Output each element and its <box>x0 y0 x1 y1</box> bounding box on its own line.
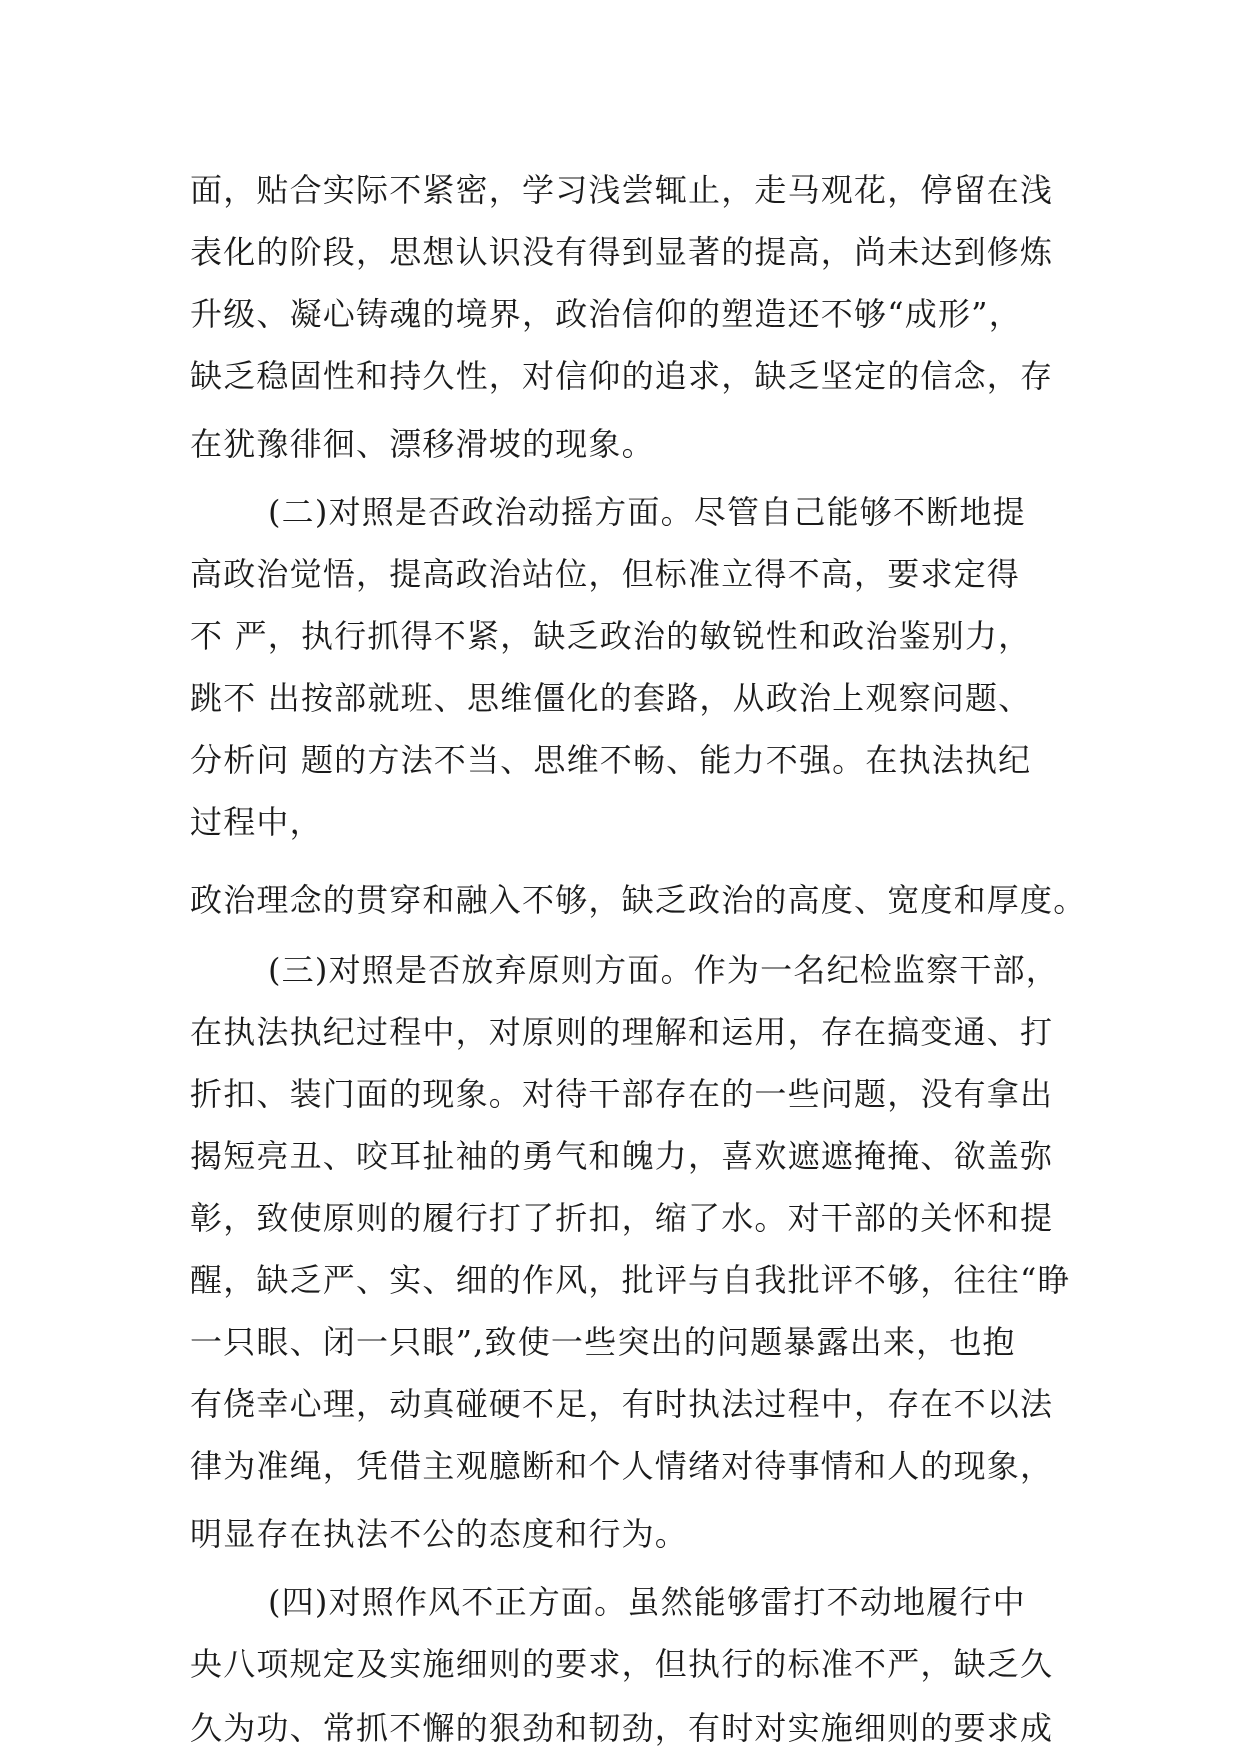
text-line: 面，贴合实际不紧密，学习浅尝辄止，走马观花，停留在浅 <box>190 171 1054 209</box>
text-line: 过程中， <box>190 803 323 841</box>
text-line: 高政治觉悟，提高政治站位，但标准立得不高，要求定得 <box>190 555 1021 593</box>
section-heading-3: (三)对照是否放弃原则方面。作为一名纪检监察干部， <box>268 951 1059 989</box>
text-line: 在执法执纪过程中，对原则的理解和运用，存在搞变通、打 <box>190 1013 1054 1051</box>
text-line: 一只眼、闭一只眼”,致使一些突出的问题暴露出来，也抱 <box>190 1323 1016 1361</box>
text-line: 缺乏稳固性和持久性，对信仰的追求，缺乏坚定的信念，存 <box>190 357 1054 395</box>
text-line: 表化的阶段，思想认识没有得到显著的提高，尚未达到修炼 <box>190 233 1054 271</box>
text-line: 跳不 出按部就班、思维僵化的套路，从政治上观察问题、 <box>190 679 1032 717</box>
text-line: 央八项规定及实施细则的要求，但执行的标准不严，缺乏久 <box>190 1645 1054 1683</box>
text-line: 不 严，执行抓得不紧，缺乏政治的敏锐性和政治鉴别力， <box>190 617 1032 655</box>
section-heading-4: (四)对照作风不正方面。虽然能够雷打不动地履行中 <box>268 1583 1026 1621</box>
text-line: 政治理念的贯穿和融入不够，缺乏政治的高度、宽度和厚度。 <box>190 881 1087 919</box>
text-line: 明显存在执法不公的态度和行为。 <box>190 1515 689 1553</box>
text-line: 在犹豫徘徊、漂移滑坡的现象。 <box>190 425 655 463</box>
text-line: 升级、凝心铸魂的境界，政治信仰的塑造还不够“成形”， <box>190 295 1022 333</box>
text-line: 醒，缺乏严、实、细的作风，批评与自我批评不够，往往“睁 <box>190 1261 1071 1299</box>
text-line: 分析问 题的方法不当、思维不畅、能力不强。在执法执纪 <box>190 741 1032 779</box>
text-line: 彰，致使原则的履行打了折扣，缩了水。对干部的关怀和提 <box>190 1199 1054 1237</box>
text-line: 久为功、常抓不懈的狠劲和韧劲，有时对实施细则的要求成 <box>190 1709 1054 1747</box>
text-line: 律为准绳，凭借主观臆断和个人情绪对待事情和人的现象， <box>190 1447 1054 1485</box>
text-line: 揭短亮丑、咬耳扯袖的勇气和魄力，喜欢遮遮掩掩、欲盖弥 <box>190 1137 1054 1175</box>
text-line: 有侥幸心理，动真碰硬不足，有时执法过程中，存在不以法 <box>190 1385 1054 1423</box>
text-line: 折扣、装门面的现象。对待干部存在的一些问题，没有拿出 <box>190 1075 1054 1113</box>
section-heading-2: (二)对照是否政治动摇方面。尽管自己能够不断地提 <box>268 493 1026 531</box>
